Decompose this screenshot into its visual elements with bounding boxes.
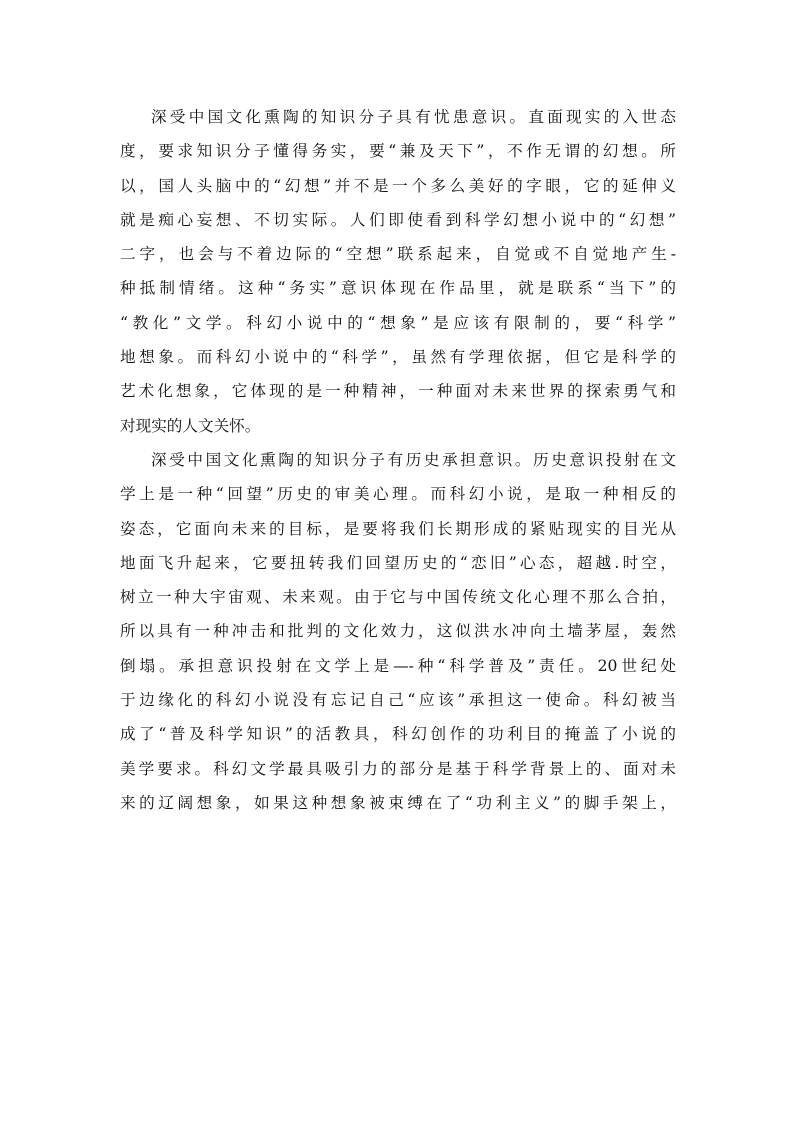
paragraph-line: 度，要求知识分子懂得务实，要“兼及天下”，不作无谓的幻想。所 (120, 142, 676, 161)
paragraph-line: 艺术化想象，它体现的是一种精神，一种面对未来世界的探索勇气和 (120, 382, 676, 401)
paragraph-line: 来的辽阔想象，如果这种想象被束缚在了“功利主义”的脚手架上， (120, 793, 676, 812)
paragraph-line: 深受中国文化熏陶的知识分子具有忧患意识。直面现实的入世态 (151, 108, 676, 126)
paragraph-line: “教化”文学。科幻小说中的“想象”是应该有限制的，要“科学” (120, 313, 676, 332)
paragraph-line: 于边缘化的科幻小说没有忘记自己“应该”承担这一使命。科幻被当 (120, 691, 676, 710)
paragraph-1 (120, 100, 676, 443)
paragraph-line: 倒塌。承担意识投射在文学上是—-种“科学普及”责任。20世纪处 (120, 656, 676, 675)
paragraph-line: 地想象。而科幻小说中的“科学”，虽然有学理依据，但它是科学的 (120, 348, 676, 367)
paragraph-2 (120, 443, 676, 820)
paragraph-line: 学上是一种“回望”历史的审美心理。而科幻小说，是取一种相反的 (120, 485, 676, 504)
paragraph-line: 以，国人头脑中的“幻想”并不是一个多么美好的字眼，它的延伸义 (120, 176, 676, 195)
paragraph-line: 所以具有一种冲击和批判的文化效力，这似洪水冲向土墙茅屋，轰然 (120, 622, 676, 641)
paragraph-line: 二字，也会与不着边际的“空想”联系起来，自觉或不自觉地产生- (120, 245, 676, 264)
paragraph-line: 对现实的人文关怀。 (120, 416, 261, 435)
paragraph-line: 就是痴心妄想、不切实际。人们即使看到科学幻想小说中的“幻想” (120, 210, 676, 229)
paragraph-line: 树立一种大宇宙观、未来观。由于它与中国传统文化心理不那么合拍， (120, 588, 676, 607)
paragraph-line: 成了“普及科学知识”的活教具，科幻创作的功利目的掩盖了小说的 (120, 725, 676, 744)
paragraph-line: 地面飞升起来，它要扭转我们回望历史的“恋旧”心态，超越.时空， (120, 553, 676, 572)
paragraph-line: 深受中国文化熏陶的知识分子有历史承担意识。历史意识投射在文 (151, 450, 676, 469)
paragraph-line: 美学要求。科幻文学最具吸引力的部分是基于科学背景上的、面对未 (120, 759, 676, 778)
paragraph-line: 种抵制情绪。这种“务实”意识体现在作品里，就是联系“当下”的 (120, 279, 676, 298)
paragraph-line: 姿态，它面向未来的目标，是要将我们长期形成的紧贴现实的目光从 (120, 519, 676, 538)
document-body (120, 100, 676, 820)
